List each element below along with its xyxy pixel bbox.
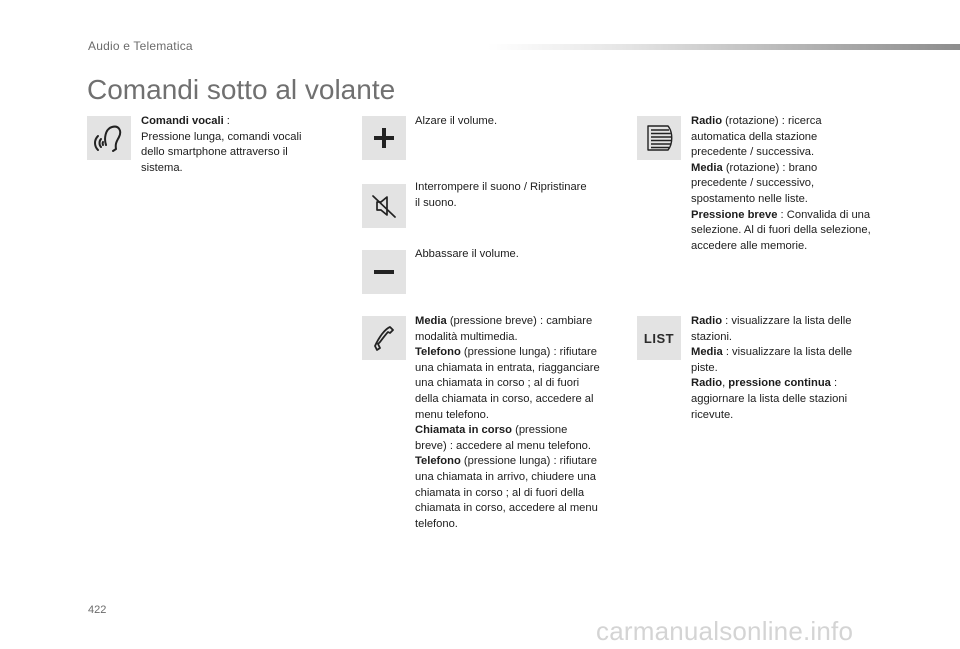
description-text: una chiamata in entrata, riagganciare [415, 361, 600, 374]
bold-term: Comandi vocali [141, 115, 224, 127]
description-line [141, 145, 341, 161]
description-text: Interrompere il suono / Ripristinare [415, 181, 587, 193]
description-line [691, 376, 901, 392]
bold-term: Pressione breve [691, 208, 778, 221]
bold-term: Radio [691, 115, 723, 127]
description-text: (rotazione) : ricerca [722, 115, 822, 127]
page-title: Comandi sotto al volante [87, 74, 396, 105]
description-text: : visualizzare la lista delle [722, 346, 853, 359]
description-text: (pressione [511, 424, 568, 437]
description-text: telefono. [415, 517, 458, 530]
header-bar [488, 44, 960, 50]
mute-icon [366, 188, 402, 224]
phone-icon [369, 323, 399, 353]
description-text: Alzare il volume. [415, 115, 498, 127]
bold-term: Telefono [415, 346, 461, 359]
description-line [691, 345, 901, 361]
description-text: breve) : accedere al menu telefono. [415, 439, 591, 452]
volume-up-button [362, 116, 406, 160]
description-line [415, 247, 625, 263]
description-text: Pressione lunga, comandi vocali [141, 130, 302, 143]
description-line [691, 208, 901, 224]
page-number: 422 [88, 604, 107, 616]
description-text: (rotazione) : brano [722, 161, 818, 174]
description-text: modalità multimedia. [415, 330, 518, 343]
description-line [691, 330, 901, 346]
description-line [415, 330, 630, 346]
volume-up-description [415, 114, 625, 130]
description-text: , [722, 377, 729, 390]
description-text: : Convalida di una [777, 208, 871, 221]
description-line [415, 180, 625, 196]
description-text: una chiamata in arrivo, chiudere una [415, 470, 596, 483]
minus-icon [372, 260, 396, 284]
thumbwheel-description [691, 114, 901, 254]
description-text: precedente / successiva. [691, 146, 815, 159]
description-text: della chiamata in corso, accedere al [415, 392, 594, 405]
description-line [691, 176, 901, 192]
description-line [141, 161, 341, 177]
description-line [415, 376, 630, 392]
description-line [141, 130, 341, 146]
bold-term: Media [415, 315, 447, 327]
description-text: aggiornare la lista delle stazioni [691, 392, 848, 405]
description-line [415, 486, 630, 502]
description-text: stazioni. [691, 330, 733, 343]
description-line [691, 314, 901, 330]
description-line [415, 114, 625, 130]
description-line [415, 196, 625, 212]
description-line [691, 192, 901, 208]
description-line [415, 439, 630, 455]
description-line [415, 454, 630, 470]
description-line [415, 517, 630, 533]
description-line [415, 361, 630, 377]
description-line [415, 408, 630, 424]
description-text: dello smartphone attraverso il [141, 146, 288, 159]
description-line [691, 392, 901, 408]
description-line [691, 361, 901, 377]
description-text: accedere alle memorie. [691, 239, 808, 252]
description-line [415, 423, 630, 439]
list-button [637, 316, 681, 360]
description-text: chiamata in corso, accedere al menu [415, 502, 598, 515]
volume-down-description [415, 247, 625, 263]
description-text: (pressione lunga) : rifiutare [460, 455, 597, 468]
bold-term: Media [691, 346, 723, 359]
description-line [415, 314, 630, 330]
description-text: sistema. [141, 161, 183, 174]
description-text: precedente / successivo, [691, 177, 815, 190]
description-text: : [223, 115, 230, 127]
list-description [691, 314, 901, 423]
description-text: : visualizzare la lista delle [722, 315, 852, 327]
thumbwheel-button [637, 116, 681, 160]
phone-description [415, 314, 630, 532]
description-text: (pressione lunga) : rifiutare [460, 346, 597, 359]
plus-icon [372, 126, 396, 150]
voice-command-button [87, 116, 131, 160]
bold-term: pressione continua [728, 377, 831, 390]
description-line [415, 470, 630, 486]
section-label: Audio e Telematica [88, 39, 193, 53]
description-text: automatica della stazione [691, 130, 818, 143]
description-line [691, 114, 901, 130]
description-line [415, 501, 630, 517]
description-text: Abbassare il volume. [415, 248, 519, 260]
description-text: spostamento nelle liste. [691, 192, 808, 205]
description-text: il suono. [415, 196, 457, 209]
description-line [691, 223, 901, 239]
description-text: piste. [691, 361, 718, 374]
bold-term: Chiamata in corso [415, 424, 512, 437]
mute-description [415, 180, 625, 211]
bold-term: Radio [691, 377, 723, 390]
description-text: una chiamata in corso ; al di fuori [415, 377, 580, 390]
description-line [691, 130, 901, 146]
list-button-icon: LIST [643, 330, 675, 346]
bold-term: Telefono [415, 455, 461, 468]
description-line [141, 114, 341, 130]
description-text: selezione. Al di fuori della selezione, [691, 224, 871, 237]
description-line [415, 392, 630, 408]
voice-command-icon [90, 119, 128, 157]
bold-term: Media [691, 161, 723, 174]
description-text: : [830, 377, 838, 390]
voice-command-description [141, 114, 341, 176]
mute-button [362, 184, 406, 228]
description-line [415, 345, 630, 361]
description-line [691, 239, 901, 255]
description-line [691, 145, 901, 161]
description-line [691, 408, 901, 424]
description-text: chiamata in corso ; al di fuori della [415, 486, 585, 499]
volume-down-button [362, 250, 406, 294]
description-line [691, 161, 901, 177]
watermark: carmanualsonline.info [596, 616, 854, 646]
bold-term: Radio [691, 315, 723, 327]
description-text: (pressione breve) : cambiare [446, 315, 593, 327]
thumbwheel-icon [642, 121, 676, 155]
description-text: menu telefono. [415, 408, 490, 421]
phone-button [362, 316, 406, 360]
description-text: ricevute. [691, 408, 734, 421]
